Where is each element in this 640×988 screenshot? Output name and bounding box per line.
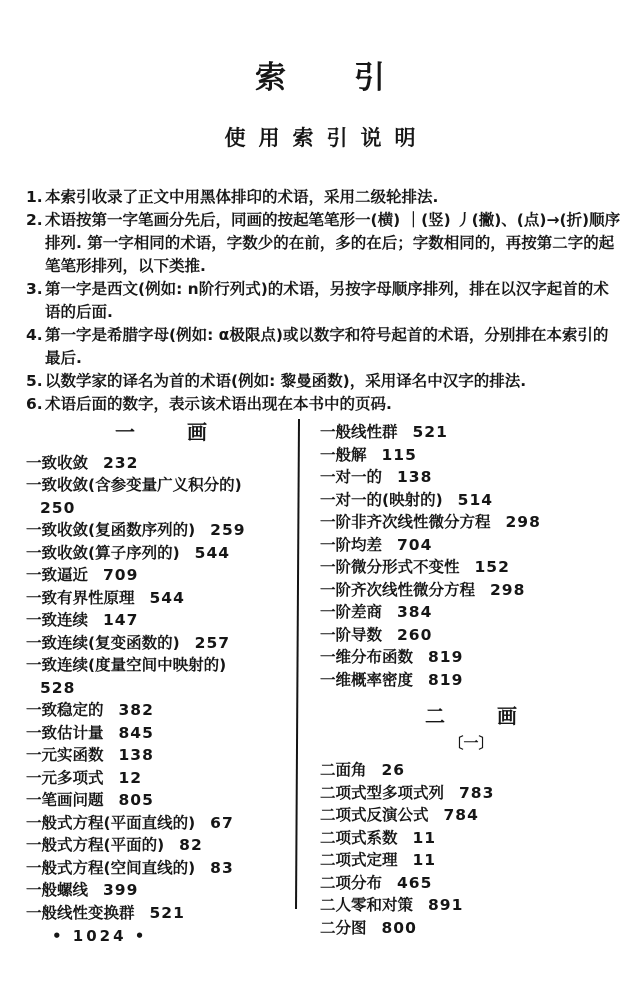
entry-term: 一对一的	[320, 468, 383, 486]
entry-term: 一致稳定的	[26, 701, 104, 719]
page-number: • 1024 •	[52, 927, 148, 945]
entry-term: 一致收敛(复函数序列的)	[26, 521, 196, 539]
instruction-number: 1.	[26, 188, 43, 206]
index-entry	[320, 759, 622, 782]
entry-page-number: 800	[381, 918, 417, 937]
instruction-item	[26, 370, 622, 393]
index-entry	[26, 654, 296, 699]
entry-page-number: 11	[412, 851, 437, 869]
instruction-number: 6.	[26, 395, 43, 413]
entry-term: 一般螺线	[26, 881, 89, 899]
entry-page-number: 259	[210, 521, 246, 539]
entry-page-number: 382	[118, 701, 154, 719]
index-right-column	[320, 421, 622, 939]
instruction-item	[26, 278, 622, 324]
index-entry	[320, 466, 622, 489]
right-entry-list-top	[320, 421, 622, 691]
index-entry	[320, 556, 622, 579]
entry-page-number: 514	[457, 490, 494, 509]
instruction-text: 术语按第一字笔画分先后，同画的按起笔笔形一(横) ｜(竖) 丿(撇)、(点)→(折)顺序排列. 第一字相同的术语，字数少的在前，多的在后；字数相同的，再按第二字的起笔笔形排列，以下类推.	[45, 211, 621, 275]
entry-page-number: 82	[179, 836, 203, 854]
index-entry	[26, 699, 296, 722]
index-entry	[320, 849, 622, 872]
stroke-heading-one	[26, 421, 296, 444]
entry-term: 一般式方程(平面的)	[26, 836, 165, 854]
index-entry	[320, 804, 622, 827]
index-entry	[320, 646, 622, 669]
entry-page-number: 784	[443, 806, 479, 824]
page-title-text: 索引	[255, 60, 453, 96]
entry-term: 一元实函数	[26, 746, 104, 764]
entry-page-number: 11	[412, 828, 437, 847]
entry-page-number: 260	[397, 625, 433, 644]
entry-term: 一致逼近	[26, 566, 89, 584]
entry-page-number: 521	[412, 423, 448, 441]
entry-term: 一般解	[320, 445, 367, 464]
index-usage-instructions	[26, 186, 622, 416]
entry-page-number: 138	[397, 468, 433, 486]
instruction-item	[26, 209, 622, 278]
instruction-text: 本索引收录了正文中用黑体排印的术语，采用二级轮排法.	[45, 188, 439, 206]
entry-page-number: 465	[397, 873, 433, 892]
entry-term: 二项式定理	[320, 851, 398, 869]
index-entry	[320, 917, 622, 940]
instruction-item	[26, 186, 622, 209]
left-entry-list	[26, 452, 296, 925]
entry-page-number: 544	[194, 543, 231, 562]
entry-page-number: 521	[149, 903, 185, 922]
entry-term: 一阶导数	[320, 625, 383, 644]
entry-page-number: 845	[118, 723, 154, 742]
entry-page-number: 257	[194, 633, 231, 652]
entry-term: 二项式反演公式	[320, 806, 429, 824]
stroke-heading-two-text: 二画	[425, 704, 569, 728]
instruction-number: 2.	[26, 211, 43, 229]
entry-term: 一维分布函数	[320, 648, 414, 666]
index-entry	[26, 767, 296, 790]
entry-page-number: 891	[428, 896, 464, 914]
entry-term: 一致收敛(算子序列的)	[26, 543, 180, 562]
page-subtitle-text: 使用索引说明	[224, 126, 429, 150]
page-subtitle	[0, 122, 640, 152]
index-entry	[26, 564, 296, 587]
entry-term: 二项式型多项式列	[320, 783, 445, 802]
instruction-text: 第一字是希腊字母(例如: α极限点)或以数字和符号起首的术语，分别排在本索引的最后.	[45, 326, 609, 367]
entry-term: 一阶差商	[320, 603, 383, 621]
entry-page-number: 115	[381, 445, 417, 464]
index-entry	[320, 444, 622, 467]
index-entry	[320, 601, 622, 624]
instruction-text: 以数学家的译名为首的术语(例如: 黎曼函数)，采用译名中汉字的排法.	[45, 372, 527, 390]
entry-page-number: 138	[118, 746, 154, 764]
entry-term: 二面角	[320, 761, 367, 779]
entry-term: 一致收敛(含参变量广义积分的)	[26, 476, 242, 494]
entry-term: 一致估计量	[26, 723, 104, 742]
instruction-number: 4.	[26, 326, 43, 344]
instruction-text: 术语后面的数字，表示该术语出现在本书中的页码.	[45, 395, 392, 413]
entry-term: 一阶非齐次线性微分方程	[320, 513, 491, 531]
entry-page-number: 399	[103, 881, 139, 899]
index-entry	[320, 894, 622, 917]
entry-term: 一元多项式	[26, 768, 104, 787]
index-entry	[26, 857, 296, 880]
index-entry	[26, 587, 296, 610]
entry-page-number: 83	[210, 858, 234, 877]
index-entry	[320, 669, 622, 692]
entry-page-number: 805	[118, 791, 154, 809]
entry-term: 二项式系数	[320, 828, 398, 847]
entry-term: 一致连续(度量空间中映射的)	[26, 656, 227, 674]
subsection-marker: 〔一〕	[448, 733, 494, 752]
instruction-item	[26, 393, 622, 416]
instruction-number: 3.	[26, 280, 43, 298]
index-entry	[26, 609, 296, 632]
index-entry	[26, 452, 296, 475]
entry-term: 一对一的(映射的)	[320, 490, 443, 509]
page-title	[0, 52, 640, 97]
index-entry	[26, 542, 296, 565]
entry-page-number: 12	[118, 768, 143, 787]
index-entry	[26, 474, 296, 519]
index-entry	[320, 827, 622, 850]
stroke-heading-one-text: 一画	[115, 420, 259, 444]
index-entry	[26, 744, 296, 767]
index-entry	[26, 632, 296, 655]
stroke-heading-two	[320, 705, 622, 728]
index-entry	[26, 812, 296, 835]
entry-term: 一致收敛	[26, 453, 89, 472]
entry-page-number: 298	[490, 580, 526, 599]
entry-page-number: 250	[40, 498, 76, 517]
entry-page-number: 152	[474, 558, 510, 576]
index-entry	[26, 834, 296, 857]
right-entry-list-bottom	[320, 759, 622, 939]
entry-page-number: 783	[459, 783, 495, 802]
entry-term: 一般式方程(空间直线的)	[26, 858, 196, 877]
instruction-text: 第一字是西文(例如: n阶行列式)的术语，另按字母顺序排列，排在以汉字起首的术语的后面.	[45, 280, 609, 321]
index-entry	[26, 722, 296, 745]
index-entry	[320, 421, 622, 444]
entry-page-number: 147	[103, 611, 139, 629]
instruction-item	[26, 324, 622, 370]
index-entry	[320, 624, 622, 647]
index-entry	[26, 879, 296, 902]
entry-term: 一致连续	[26, 611, 89, 629]
index-entry	[26, 519, 296, 542]
entry-term: 一阶微分形式不变性	[320, 558, 460, 576]
instruction-number: 5.	[26, 372, 43, 390]
entry-page-number: 384	[397, 603, 433, 621]
entry-page-number: 26	[381, 761, 406, 779]
entry-term: 二分图	[320, 918, 367, 937]
entry-term: 一笔画问题	[26, 791, 104, 809]
entry-page-number: 232	[103, 453, 139, 472]
entry-term: 二项分布	[320, 873, 383, 892]
index-entry	[26, 902, 296, 925]
index-entry	[26, 789, 296, 812]
index-entry	[320, 872, 622, 895]
index-entry	[320, 511, 622, 534]
index-entry	[320, 489, 622, 512]
entry-page-number: 819	[428, 670, 464, 689]
index-entry	[320, 579, 622, 602]
entry-page-number: 67	[210, 813, 234, 832]
index-entry	[320, 534, 622, 557]
entry-term: 一维概率密度	[320, 670, 414, 689]
entry-page-number: 709	[103, 566, 139, 584]
entry-page-number: 704	[397, 535, 433, 554]
entry-term: 一阶均差	[320, 535, 383, 554]
entry-page-number: 298	[505, 513, 541, 531]
entry-term: 一阶齐次线性微分方程	[320, 580, 476, 599]
index-entry	[320, 782, 622, 805]
index-left-column	[26, 419, 296, 924]
entry-page-number: 544	[149, 588, 185, 607]
entry-page-number: 819	[428, 648, 464, 666]
entry-page-number: 528	[40, 678, 76, 697]
entry-term: 一致连续(复变函数的)	[26, 633, 180, 652]
index-columns	[26, 419, 622, 939]
entry-term: 二人零和对策	[320, 896, 414, 914]
entry-term: 一致有界性原理	[26, 588, 135, 607]
entry-term: 一般式方程(平面直线的)	[26, 813, 196, 832]
entry-term: 一般线性群	[320, 423, 398, 441]
entry-term: 一般线性变换群	[26, 903, 135, 922]
